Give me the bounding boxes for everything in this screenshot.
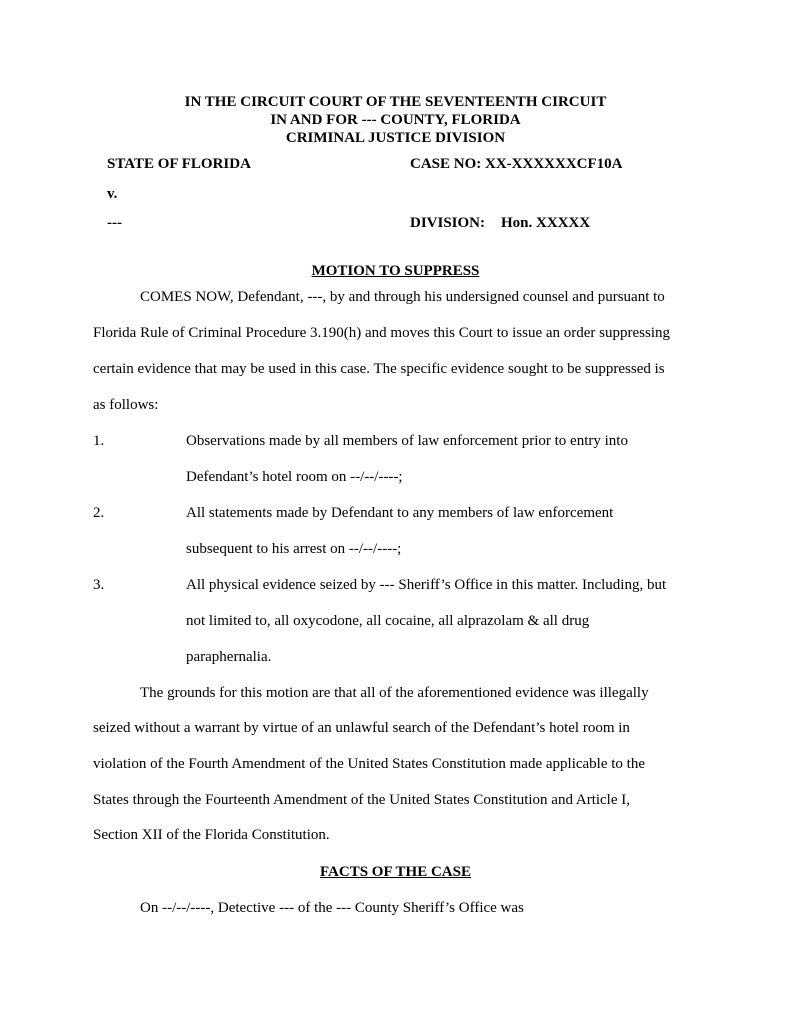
list-item-1-line-1: Observations made by all members of law enforcement prior to entry into [186, 433, 628, 449]
grounds-line-5: Section XII of the Florida Constitution. [93, 827, 330, 843]
motion-title: MOTION TO SUPPRESS [311, 263, 480, 279]
list-item-2-line-2: subsequent to his arrest on --/--/----; [186, 541, 402, 557]
facts-title: FACTS OF THE CASE [319, 864, 471, 880]
intro-line-1: COMES NOW, Defendant, ---, by and through his undersigned counsel and pursuant to [140, 289, 665, 305]
case-number: CASE NO: XX-XXXXXXCF10A [410, 156, 623, 172]
list-item-number-1: 1. [93, 433, 105, 449]
court-header-line-1: IN THE CIRCUIT COURT OF THE SEVENTEENTH CIRCUIT [184, 94, 607, 110]
intro-line-2: Florida Rule of Criminal Procedure 3.190(h) and moves this Court to issue an order suppressing [93, 325, 670, 341]
defendant-name: --- [107, 215, 122, 231]
list-item-number-3: 3. [93, 577, 105, 593]
intro-line-4: as follows: [93, 397, 159, 413]
division-judge: Hon. XXXXX [501, 215, 591, 231]
list-item-1-line-2: Defendant’s hotel room on --/--/----; [186, 469, 403, 485]
intro-line-3: certain evidence that may be used in this case. The specific evidence sought to be suppressed is [93, 361, 665, 377]
grounds-line-1: The grounds for this motion are that all of the aforementioned evidence was illegally [140, 685, 649, 701]
grounds-line-3: violation of the Fourth Amendment of the United States Constitution made applicable to the [93, 756, 645, 772]
grounds-line-4: States through the Fourteenth Amendment of the United States Constitution and Article I, [93, 792, 631, 808]
court-header-line-3: CRIMINAL JUSTICE DIVISION [285, 130, 506, 146]
list-item-3-line-3: paraphernalia. [186, 649, 272, 665]
list-item-2-line-1: All statements made by Defendant to any members of law enforcement [186, 505, 614, 521]
grounds-line-2: seized without a warrant by virtue of an unlawful search of the Defendant’s hotel room in [93, 720, 630, 736]
plaintiff-name: STATE OF FLORIDA [107, 156, 251, 172]
court-header-line-2: IN AND FOR --- COUNTY, FLORIDA [270, 112, 521, 128]
division-label: DIVISION: [410, 215, 486, 231]
versus-label: v. [107, 186, 118, 202]
list-item-number-2: 2. [93, 505, 105, 521]
list-item-3-line-2: not limited to, all oxycodone, all cocaine, all alprazolam & all drug [186, 613, 590, 629]
facts-line-1: On --/--/----, Detective --- of the --- County Sheriff’s Office was [140, 900, 524, 916]
list-item-3-line-1: All physical evidence seized by --- Sheriff’s Office in this matter. Including, but [186, 577, 667, 593]
